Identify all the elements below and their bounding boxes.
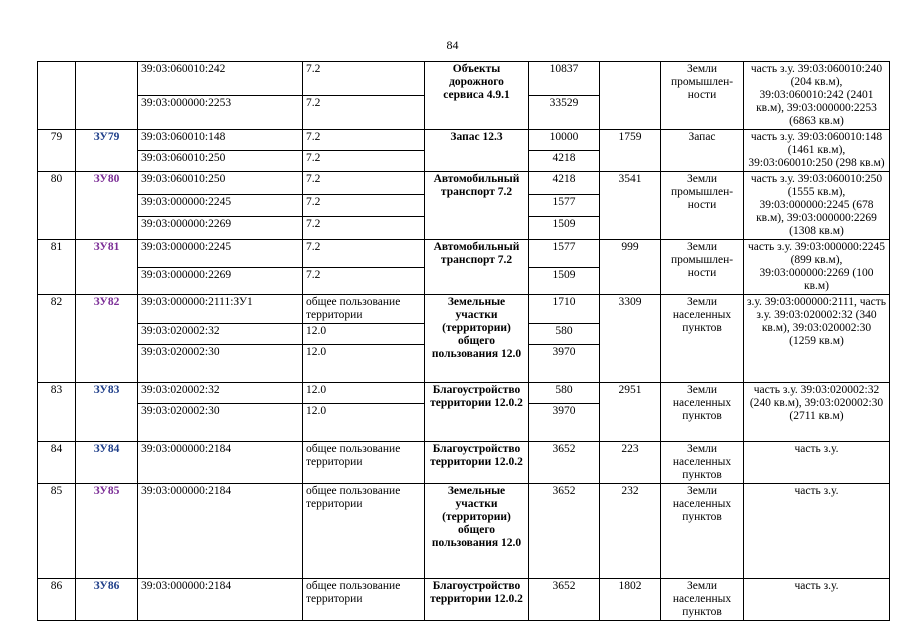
cadastral-number-cell: 39:03:000000:2245 <box>138 240 303 268</box>
use-type-cell: Автомобильный транспорт 7.2 <box>425 240 529 295</box>
parcel-area-cell: 1577 <box>529 194 600 217</box>
plot-id-cell <box>76 62 138 130</box>
land-category-cell: Земли населенных пунктов <box>661 383 744 442</box>
parcel-area-cell: 1577 <box>529 240 600 268</box>
permitted-use-cell: общее пользование территории <box>303 295 425 324</box>
permitted-use-cell: 7.2 <box>303 217 425 240</box>
parcel-area-cell: 10837 <box>529 62 600 96</box>
permitted-use-cell: 12.0 <box>303 345 425 383</box>
plot-area-cell: 3541 <box>600 172 661 240</box>
plot-id-cell: ЗУ79 <box>76 130 138 172</box>
note-cell: часть з.у. 39:03:060010:240 (204 кв.м), 39:03:060010:242 (2401 кв.м), 39:03:000000:2253 (6863 кв.м) <box>744 62 890 130</box>
row-number-cell: 82 <box>38 295 76 383</box>
plot-id-cell: ЗУ80 <box>76 172 138 240</box>
parcel-area-cell: 3652 <box>529 484 600 579</box>
land-plots-table <box>37 61 890 621</box>
plot-area-cell: 999 <box>600 240 661 295</box>
parcel-area-cell: 1509 <box>529 217 600 240</box>
table-row <box>38 579 890 621</box>
cadastral-number-cell: 39:03:060010:250 <box>138 151 303 172</box>
land-category-cell: Земли промышлен-ности <box>661 62 744 130</box>
parcel-area-cell: 3652 <box>529 579 600 621</box>
page-number: 84 <box>446 38 459 52</box>
permitted-use-cell: общее пользование территории <box>303 442 425 484</box>
use-type-cell: Земельные участки (территории) общего пользования 12.0 <box>425 484 529 579</box>
plot-area-cell: 2951 <box>600 383 661 442</box>
row-number-cell: 80 <box>38 172 76 240</box>
cadastral-number-cell: 39:03:020002:30 <box>138 404 303 442</box>
permitted-use-cell: 12.0 <box>303 404 425 442</box>
row-number-cell: 84 <box>38 442 76 484</box>
land-category-cell: Запас <box>661 130 744 172</box>
parcel-area-cell: 10000 <box>529 130 600 151</box>
plot-area-cell: 223 <box>600 442 661 484</box>
parcel-area-cell: 1509 <box>529 267 600 295</box>
plot-id-cell: ЗУ82 <box>76 295 138 383</box>
plot-area-cell: 1802 <box>600 579 661 621</box>
cadastral-number-cell: 39:03:020002:32 <box>138 383 303 404</box>
note-cell: часть з.у. <box>744 442 890 484</box>
use-type-cell: Благоустройство территории 12.0.2 <box>425 579 529 621</box>
cadastral-number-cell: 39:03:020002:32 <box>138 324 303 345</box>
land-category-cell: Земли населенных пунктов <box>661 442 744 484</box>
plot-id-cell: ЗУ83 <box>76 383 138 442</box>
cadastral-number-cell: 39:03:000000:2269 <box>138 217 303 240</box>
land-category-cell: Земли промышлен-ности <box>661 172 744 240</box>
permitted-use-cell: общее пользование территории <box>303 484 425 579</box>
table-row <box>38 130 890 151</box>
plot-id-cell: ЗУ81 <box>76 240 138 295</box>
table-row <box>38 172 890 195</box>
table-row <box>38 383 890 404</box>
cadastral-number-cell: 39:03:000000:2253 <box>138 96 303 130</box>
plot-area-cell: 3309 <box>600 295 661 383</box>
cadastral-number-cell: 39:03:060010:242 <box>138 62 303 96</box>
land-category-cell: Земли населенных пунктов <box>661 579 744 621</box>
cadastral-number-cell: 39:03:000000:2245 <box>138 194 303 217</box>
cadastral-number-cell: 39:03:000000:2269 <box>138 267 303 295</box>
plot-area-cell: 1759 <box>600 130 661 172</box>
row-number-cell: 81 <box>38 240 76 295</box>
cadastral-number-cell: 39:03:060010:250 <box>138 172 303 195</box>
plot-id-cell: ЗУ86 <box>76 579 138 621</box>
land-category-cell: Земли промышлен-ности <box>661 240 744 295</box>
cadastral-number-cell: 39:03:000000:2184 <box>138 484 303 579</box>
permitted-use-cell: 12.0 <box>303 324 425 345</box>
parcel-area-cell: 3970 <box>529 345 600 383</box>
permitted-use-cell: 7.2 <box>303 172 425 195</box>
permitted-use-cell: 7.2 <box>303 267 425 295</box>
use-type-cell: Благоустройство территории 12.0.2 <box>425 383 529 442</box>
permitted-use-cell: 7.2 <box>303 96 425 130</box>
permitted-use-cell: 12.0 <box>303 383 425 404</box>
cadastral-number-cell: 39:03:020002:30 <box>138 345 303 383</box>
cadastral-number-cell: 39:03:060010:148 <box>138 130 303 151</box>
note-cell: з.у. 39:03:000000:2111, часть з.у. 39:03:020002:32 (340 кв.м), 39:03:020002:30 (1259 кв.м) <box>744 295 890 383</box>
note-cell: часть з.у. 39:03:060010:250 (1555 кв.м), 39:03:000000:2245 (678 кв.м), 39:03:000000:2269 (1308 кв.м) <box>744 172 890 240</box>
table-row <box>38 240 890 268</box>
note-cell: часть з.у. 39:03:060010:148 (1461 кв.м), 39:03:060010:250 (298 кв.м) <box>744 130 890 172</box>
note-cell: часть з.у. 39:03:020002:32 (240 кв.м), 39:03:020002:30 (2711 кв.м) <box>744 383 890 442</box>
note-cell: часть з.у. <box>744 579 890 621</box>
row-number-cell: 86 <box>38 579 76 621</box>
row-number-cell: 83 <box>38 383 76 442</box>
plot-area-cell: 232 <box>600 484 661 579</box>
use-type-cell: Запас 12.3 <box>425 130 529 172</box>
parcel-area-cell: 3970 <box>529 404 600 442</box>
land-category-cell: Земли населенных пунктов <box>661 484 744 579</box>
use-type-cell: Благоустройство территории 12.0.2 <box>425 442 529 484</box>
parcel-area-cell: 33529 <box>529 96 600 130</box>
note-cell: часть з.у. <box>744 484 890 579</box>
parcel-area-cell: 580 <box>529 324 600 345</box>
use-type-cell: Земельные участки (территории) общего пользования 12.0 <box>425 295 529 383</box>
row-number-cell: 79 <box>38 130 76 172</box>
land-category-cell: Земли населенных пунктов <box>661 295 744 383</box>
permitted-use-cell: 7.2 <box>303 62 425 96</box>
use-type-cell: Объекты дорожного сервиса 4.9.1 <box>425 62 529 130</box>
parcel-area-cell: 1710 <box>529 295 600 324</box>
table-row <box>38 442 890 484</box>
cadastral-number-cell: 39:03:000000:2111:ЗУ1 <box>138 295 303 324</box>
parcel-area-cell: 4218 <box>529 151 600 172</box>
note-cell: часть з.у. 39:03:000000:2245 (899 кв.м), 39:03:000000:2269 (100 кв.м) <box>744 240 890 295</box>
permitted-use-cell: 7.2 <box>303 194 425 217</box>
permitted-use-cell: 7.2 <box>303 151 425 172</box>
table-body <box>38 62 890 621</box>
row-number-cell <box>38 62 76 130</box>
row-number-cell: 85 <box>38 484 76 579</box>
permitted-use-cell: общее пользование территории <box>303 579 425 621</box>
plot-area-cell <box>600 62 661 130</box>
plot-id-cell: ЗУ84 <box>76 442 138 484</box>
cadastral-number-cell: 39:03:000000:2184 <box>138 442 303 484</box>
use-type-cell: Автомобильный транспорт 7.2 <box>425 172 529 240</box>
table-row <box>38 62 890 96</box>
table-row <box>38 484 890 579</box>
permitted-use-cell: 7.2 <box>303 130 425 151</box>
permitted-use-cell: 7.2 <box>303 240 425 268</box>
cadastral-number-cell: 39:03:000000:2184 <box>138 579 303 621</box>
parcel-area-cell: 3652 <box>529 442 600 484</box>
parcel-area-cell: 4218 <box>529 172 600 195</box>
plot-id-cell: ЗУ85 <box>76 484 138 579</box>
table-row <box>38 295 890 324</box>
parcel-area-cell: 580 <box>529 383 600 404</box>
